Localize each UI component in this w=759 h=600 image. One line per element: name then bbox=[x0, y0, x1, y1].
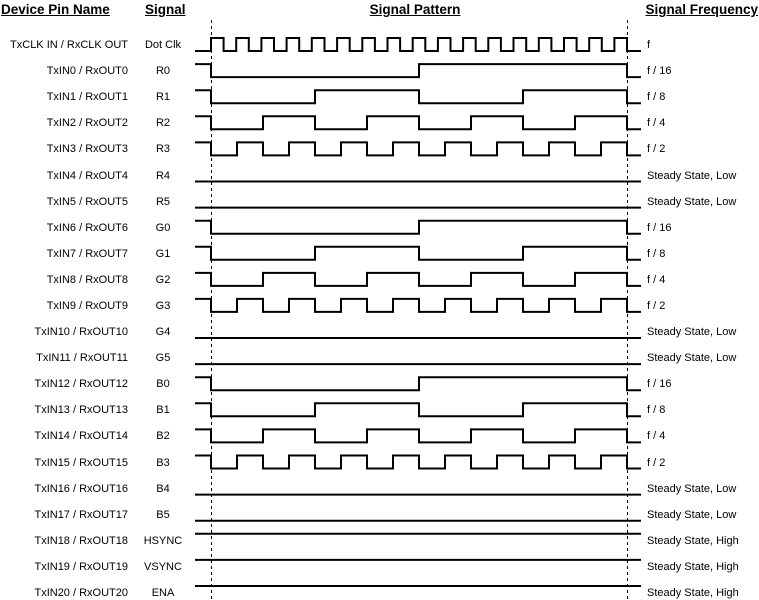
signal-row bbox=[0, 585, 759, 600]
column-header-device-pin-name: Device Pin Name bbox=[1, 2, 110, 17]
pin-name-label: TxIN6 / RxOUT6 bbox=[46, 221, 128, 234]
frequency-label: f / 2 bbox=[647, 143, 666, 156]
pin-name-label: TxIN14 / RxOUT14 bbox=[34, 430, 128, 443]
pin-name-label: TxIN0 / RxOUT0 bbox=[46, 65, 128, 78]
signal-row bbox=[0, 115, 759, 131]
pin-name-label: TxIN12 / RxOUT12 bbox=[34, 378, 128, 391]
frequency-label: Steady State, Low bbox=[647, 482, 737, 495]
signal-name-label: R5 bbox=[155, 195, 171, 208]
signal-row bbox=[0, 220, 759, 236]
signal-row bbox=[0, 455, 759, 471]
pin-name-label: TxIN16 / RxOUT16 bbox=[34, 482, 128, 495]
signal-row bbox=[0, 272, 759, 288]
frequency-label: f / 16 bbox=[647, 378, 672, 391]
signal-name-label: B4 bbox=[156, 482, 170, 495]
frequency-label: f / 2 bbox=[647, 299, 666, 312]
signal-row bbox=[0, 37, 759, 53]
frequency-label: Steady State, Low bbox=[647, 326, 737, 338]
frequency-label: Steady State, Low bbox=[647, 195, 737, 208]
signal-row bbox=[0, 168, 759, 184]
frequency-label: Steady State, Low bbox=[647, 169, 737, 182]
pin-name-label: TxIN10 / RxOUT10 bbox=[34, 326, 128, 338]
signal-row bbox=[0, 194, 759, 210]
signal-name-label: VSYNC bbox=[144, 560, 182, 573]
signal-row bbox=[0, 63, 759, 79]
signal-row bbox=[0, 89, 759, 105]
frequency-label: Steady State, High bbox=[647, 534, 739, 547]
pin-name-label: TxIN1 / RxOUT1 bbox=[46, 91, 128, 104]
frequency-label: Steady State, High bbox=[647, 587, 739, 599]
frequency-label: f / 8 bbox=[647, 247, 666, 260]
frequency-label: f / 4 bbox=[647, 430, 666, 443]
signal-name-label: B3 bbox=[156, 456, 170, 469]
pin-name-label: TxIN4 / RxOUT4 bbox=[46, 169, 128, 182]
frequency-label: f / 2 bbox=[647, 456, 666, 469]
pin-name-label: TxIN2 / RxOUT2 bbox=[46, 117, 128, 130]
signal-row bbox=[0, 428, 759, 444]
pin-name-label: TxIN20 / RxOUT20 bbox=[34, 587, 128, 599]
pin-name-label: TxIN11 / RxOUT11 bbox=[36, 352, 128, 365]
signal-name-label: G4 bbox=[155, 326, 171, 338]
frequency-label: f / 16 bbox=[647, 65, 672, 78]
signal-name-label: R1 bbox=[155, 91, 171, 104]
column-header-signal-frequency: Signal Frequency bbox=[645, 2, 758, 17]
frequency-label: f / 8 bbox=[647, 91, 666, 104]
pin-name-label: TxIN17 / RxOUT17 bbox=[34, 508, 128, 521]
frequency-label: Steady State, High bbox=[647, 560, 739, 573]
signal-name-label: B5 bbox=[156, 508, 170, 521]
column-header-signal: Signal bbox=[145, 2, 186, 17]
signal-row bbox=[0, 324, 759, 340]
signal-name-label: G3 bbox=[155, 299, 171, 312]
signal-name-label: HSYNC bbox=[143, 534, 183, 547]
signal-name-label: G1 bbox=[155, 247, 171, 260]
signal-name-label: Dot Clk bbox=[144, 39, 182, 51]
pin-name-label: TxIN13 / RxOUT13 bbox=[34, 404, 128, 417]
signal-name-label: ENA bbox=[151, 587, 175, 599]
signal-row bbox=[0, 533, 759, 549]
signal-name-label: G2 bbox=[155, 273, 171, 286]
signal-row bbox=[0, 246, 759, 262]
signal-name-label: R4 bbox=[155, 169, 171, 182]
pin-name-label: TxIN15 / RxOUT15 bbox=[34, 456, 128, 469]
pin-name-label: TxIN5 / RxOUT5 bbox=[46, 195, 128, 208]
pin-name-label: TxIN19 / RxOUT19 bbox=[34, 560, 128, 573]
pin-name-label: TxCLK IN / RxCLK OUT bbox=[10, 39, 128, 51]
frequency-label: f / 4 bbox=[647, 273, 666, 286]
signal-row bbox=[0, 376, 759, 392]
signal-name-label: B1 bbox=[156, 404, 170, 417]
pin-name-label: TxIN18 / RxOUT18 bbox=[34, 534, 128, 547]
frequency-label: f / 16 bbox=[647, 221, 672, 234]
frequency-label: Steady State, Low bbox=[647, 352, 737, 365]
signal-name-label: R0 bbox=[155, 65, 171, 78]
frequency-label: f / 4 bbox=[647, 117, 666, 130]
frequency-label: f bbox=[647, 39, 651, 51]
pin-name-label: TxIN9 / RxOUT9 bbox=[46, 299, 128, 312]
signal-row bbox=[0, 350, 759, 366]
signal-name-label: R2 bbox=[155, 117, 171, 130]
signal-name-label: B0 bbox=[156, 378, 170, 391]
pin-name-label: TxIN8 / RxOUT8 bbox=[46, 273, 128, 286]
signal-name-label: G0 bbox=[155, 221, 171, 234]
frequency-label: f / 8 bbox=[647, 404, 666, 417]
column-header-signal-pattern: Signal Pattern bbox=[369, 2, 461, 17]
signal-row bbox=[0, 481, 759, 497]
signal-row bbox=[0, 402, 759, 418]
frequency-label: Steady State, Low bbox=[647, 508, 737, 521]
signal-name-label: G5 bbox=[155, 352, 171, 365]
signal-name-label: R3 bbox=[155, 143, 171, 156]
signal-name-label: B2 bbox=[156, 430, 170, 443]
signal-row bbox=[0, 507, 759, 523]
signal-row bbox=[0, 298, 759, 314]
pin-name-label: TxIN7 / RxOUT7 bbox=[46, 247, 128, 260]
signal-row bbox=[0, 559, 759, 575]
signal-row bbox=[0, 141, 759, 157]
pin-name-label: TxIN3 / RxOUT3 bbox=[46, 143, 128, 156]
